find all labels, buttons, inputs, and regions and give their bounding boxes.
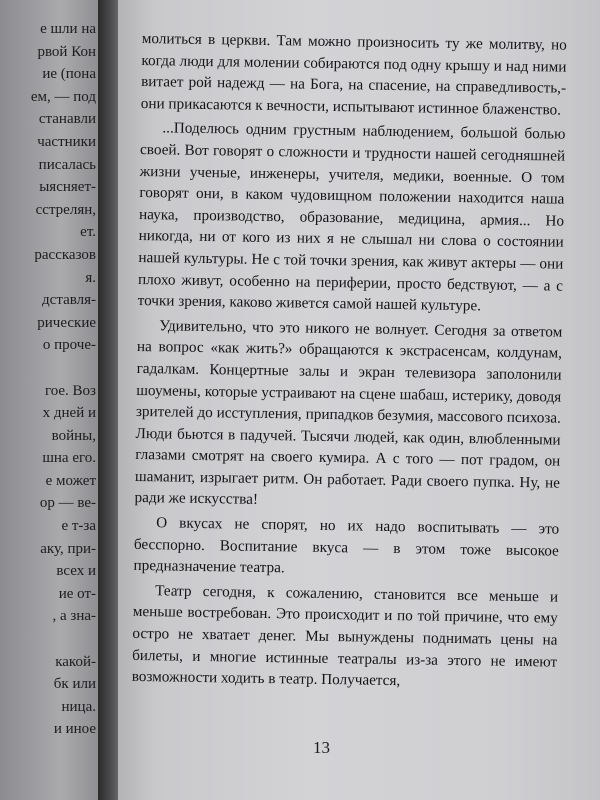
left-page-line bbox=[0, 628, 96, 651]
left-page-line: станавли bbox=[38, 111, 96, 128]
left-page-line: войны, bbox=[51, 427, 96, 444]
left-page-line: дставля- bbox=[42, 292, 96, 309]
paragraph-3: Удивительно, что это никого не волнует. Сегодня за ответом на вопрос «как жить?» обращаются к экстрасенсам, колдунам, гадалкам. Концертные залы и экран телевизора заполонили шоумены, которые устраивают на сцене шабаш, истерику, доводя зрителей до исступления, припадков безумия, массового психоза. Люди бьются в падучей. Тысячи людей, как один, влюбленными глазами смотрят на своего кумира. А с того — пот градом, он шаманит, изрыгает ритм. Он работает. Ради своего пупка. Ну, не ради же искусства! bbox=[134, 317, 563, 509]
left-page-line: рические bbox=[37, 314, 96, 331]
left-page-line: какой- bbox=[55, 653, 96, 670]
left-page-line: бк или bbox=[53, 676, 96, 693]
left-page-line: е может bbox=[45, 472, 96, 489]
left-page-line: ыясняет- bbox=[39, 179, 96, 196]
left-page-text bbox=[0, 18, 96, 741]
left-page-line: шна его. bbox=[42, 450, 96, 467]
left-page-line: е шли на bbox=[40, 21, 96, 37]
left-page-line: ем, — под bbox=[30, 88, 96, 105]
left-page-line: ие от- bbox=[58, 585, 96, 602]
left-page-line: гое. Воз bbox=[44, 382, 96, 399]
left-page-line bbox=[0, 357, 96, 380]
left-page-line: и иное bbox=[53, 721, 96, 738]
left-page bbox=[0, 0, 102, 800]
left-page-line: писалась bbox=[38, 156, 96, 173]
paragraph-4: О вкусах не спорят, но их надо воспитывать — это бесспорно. Воспитание вкуса — в этом тоже высокое предназначение театра. bbox=[133, 514, 560, 577]
left-page-line: рассказов bbox=[34, 246, 96, 263]
left-page-line: я. bbox=[85, 269, 96, 286]
left-page-line: ие (пона bbox=[42, 66, 96, 83]
left-page-line: ор — ве- bbox=[39, 495, 96, 512]
left-page-line: сстрелян, bbox=[35, 201, 96, 218]
left-page-line: , а зна- bbox=[52, 608, 96, 625]
right-page bbox=[118, 0, 600, 800]
left-page-line: всех и bbox=[56, 563, 96, 580]
left-page-line: ет. bbox=[80, 224, 96, 241]
paragraph-5: Театр сегодня, к сожалению, становится все меньше и меньше востребован. Это происходит и по той причине, что ему остро не хватает денег. Мы вынуждены поднимать цены на билеты, и многие истинные театралы из-за этого не имеют возможности ходить в театр. Получается, bbox=[131, 582, 559, 690]
paragraph-1: молиться в церкви. Там можно произносить ту же молитву, но когда люди для молении собираются под одну крышу и над ними витает рой надежд — на Бога, на спасение, на справедливость,- они прикасаются к вечности, испытывают истинное блаженство. bbox=[140, 29, 567, 119]
left-page-line: частники bbox=[37, 133, 96, 150]
left-page-line: о проче- bbox=[42, 337, 96, 354]
left-page-line: ница. bbox=[61, 698, 96, 715]
left-page-line: рвой Кон bbox=[37, 43, 96, 60]
left-page-line: аку, при- bbox=[40, 540, 96, 557]
page-body bbox=[132, 28, 567, 694]
paragraph-2: ...Поделюсь одним грустным наблюдением, большой болью своей. Вот говорят о сложности и трудности нашей сегодняшней жизни ученые, инженеры, учителя, медики, военные. О том говорят они, в каком чудовищном положении находится наша наука, производство, образование, медицина, армия... Но никогда, ни от кого из них я не слышал ни слова о состоянии нашей культуры. Не с той точки зрения, как живут актеры — они плохо живут, особенно на периферии, просто бедствуют, — а с точки зрения, каково живется самой нашей культуре. bbox=[137, 119, 566, 315]
page-number: 13 bbox=[313, 738, 330, 757]
book-spine bbox=[98, 0, 120, 800]
left-page-line: е т-за bbox=[61, 518, 96, 535]
left-page-line: х дней и bbox=[42, 405, 96, 422]
